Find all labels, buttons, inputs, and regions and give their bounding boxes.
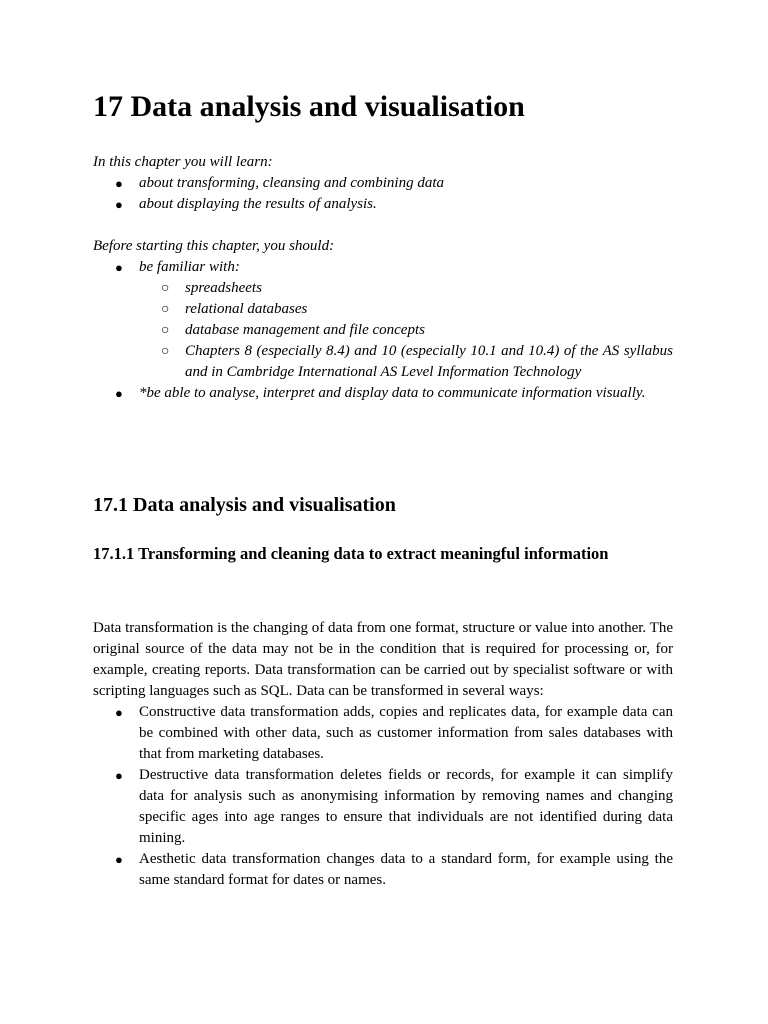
- list-item-text: Destructive data transformation deletes fields or records, for example it can simplify data for analysis such as anonymising information by removing names and changing specific ages into age ranges to ensure that individuals are not identified during data mining.: [139, 767, 673, 846]
- bullet-icon: ●: [115, 197, 123, 212]
- circle-bullet-icon: ○: [161, 281, 170, 296]
- list-item: [93, 849, 673, 891]
- bullet-icon: ●: [115, 176, 123, 191]
- list-item: [93, 173, 673, 194]
- sub-list-item: [139, 278, 673, 299]
- sub-list-item: [139, 299, 673, 320]
- list-item: [93, 194, 673, 215]
- bullet-icon: ●: [115, 768, 123, 783]
- list-item-text: about transforming, cleansing and combining data: [139, 175, 444, 191]
- section-title: 17.1 Data analysis and visualisation: [93, 494, 396, 516]
- circle-bullet-icon: ○: [161, 344, 170, 359]
- list-item-text: Aesthetic data transformation changes data to a standard form, for example using the same standard format for dates or names.: [139, 851, 673, 888]
- objectives-lead: In this chapter you will learn:: [93, 154, 273, 170]
- sub-list-item-text: spreadsheets: [185, 280, 262, 296]
- list-item: [93, 257, 673, 383]
- bullet-icon: ●: [115, 260, 123, 275]
- bullet-icon: ●: [115, 705, 123, 720]
- body-section: [93, 618, 673, 891]
- sub-list-item: [139, 320, 673, 341]
- circle-bullet-icon: ○: [161, 323, 170, 338]
- chapter-title: 17 Data analysis and visualisation: [93, 90, 525, 123]
- circle-bullet-icon: ○: [161, 302, 170, 317]
- bullet-icon: ●: [115, 386, 123, 401]
- prerequisites: [93, 236, 673, 404]
- familiar-sublist: [139, 278, 673, 383]
- sub-list-item-text: database management and file concepts: [185, 322, 425, 338]
- bullet-icon: ●: [115, 852, 123, 867]
- sub-list-item: [139, 341, 673, 383]
- list-item: [93, 765, 673, 849]
- prereq-list: [93, 257, 673, 404]
- transform-list: [93, 702, 673, 891]
- list-item: [93, 702, 673, 765]
- list-item-text: *be able to analyse, interpret and display data to communicate information visually.: [139, 385, 646, 401]
- sub-list-item-text: relational databases: [185, 301, 308, 317]
- sub-list-item-text: Chapters 8 (especially 8.4) and 10 (especially 10.1 and 10.4) of the AS syllabus and in Cambridge International AS Level Information Technology: [185, 343, 673, 380]
- list-item: [93, 383, 673, 404]
- objectives-list: [93, 173, 673, 215]
- subsection-title: 17.1.1 Transforming and cleaning data to extract meaningful information: [93, 544, 609, 563]
- list-item-text: about displaying the results of analysis.: [139, 196, 377, 212]
- learning-objectives: [93, 152, 673, 215]
- list-item-text: be familiar with:: [139, 259, 240, 275]
- prereq-lead: Before starting this chapter, you should:: [93, 238, 335, 254]
- list-item-text: Constructive data transformation adds, copies and replicates data, for example data can be combined with other data, such as customer information from sales databases with that from marketing databases.: [139, 704, 673, 762]
- body-paragraph: Data transformation is the changing of data from one format, structure or value into another. The original source of the data may not be in the condition that is required for processing or, for example, creating reports. Data transformation can be carried out by specialist software or with scripting languages such as SQL. Data can be transformed in several ways:: [93, 620, 673, 699]
